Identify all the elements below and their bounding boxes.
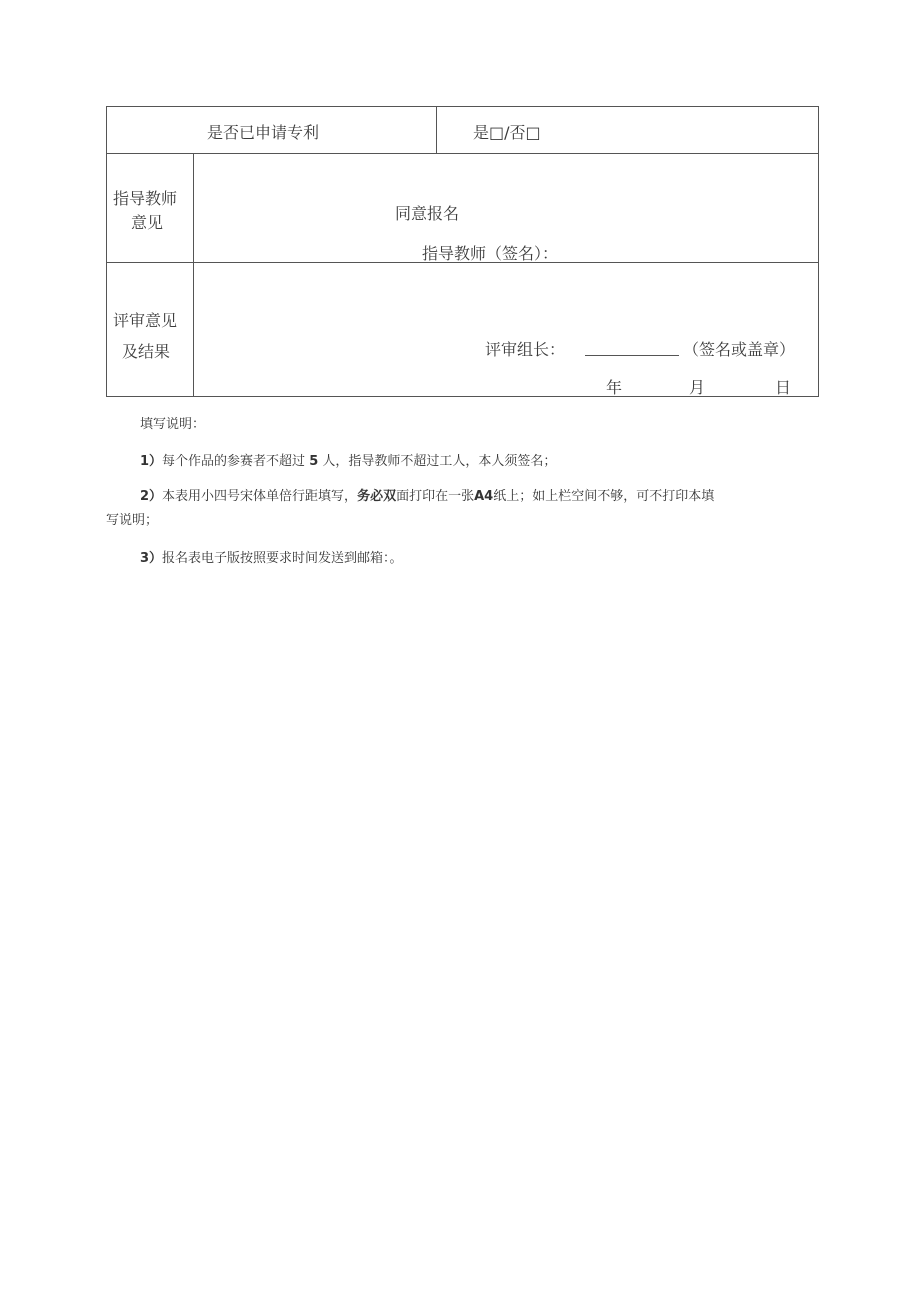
patent-label: 是否已申请专利: [207, 123, 320, 142]
column-divider: [193, 153, 194, 397]
instruction-item-3: 3）报名表电子版按照要求时间发送到邮箱：。: [140, 551, 403, 566]
review-signature-note: （签名或盖章）: [683, 340, 796, 359]
review-signature-line: [585, 337, 683, 356]
instruction-item-2: 2）本表用小四号宋体单倍行距填写，务必双面打印在一张A4纸上；如上栏空间不够，可不打印本填: [140, 489, 715, 504]
item-number: 3）: [140, 551, 163, 566]
advisor-agree-text: 同意报名: [395, 204, 460, 223]
date-day: 日: [775, 378, 792, 397]
item-number: 2）: [140, 489, 163, 504]
date-year: 年: [606, 378, 623, 397]
instruction-item-2-continued: 写说明；: [106, 513, 159, 528]
date-month: 月: [689, 378, 706, 397]
review-label-line1: 评审意见: [113, 311, 178, 330]
signature-blank: [585, 341, 679, 356]
column-divider: [436, 107, 437, 153]
instructions-title: 填写说明：: [140, 417, 206, 432]
instruction-item-1: 1）每个作品的参赛者不超过 5 人，指导教师不超过工人，本人须签名；: [140, 454, 557, 469]
registration-form-table: [106, 106, 819, 397]
advisor-label-line1: 指导教师: [113, 189, 178, 208]
advisor-label-line2: 意见: [131, 213, 164, 232]
item-number: 1）: [140, 454, 163, 469]
review-leader-label: 评审组长：: [485, 340, 566, 359]
row-divider: [107, 153, 818, 154]
patent-options: 是□/否□: [473, 123, 541, 142]
advisor-signature-label: 指导教师（签名）：: [422, 244, 559, 263]
review-label-line2: 及结果: [122, 342, 171, 361]
